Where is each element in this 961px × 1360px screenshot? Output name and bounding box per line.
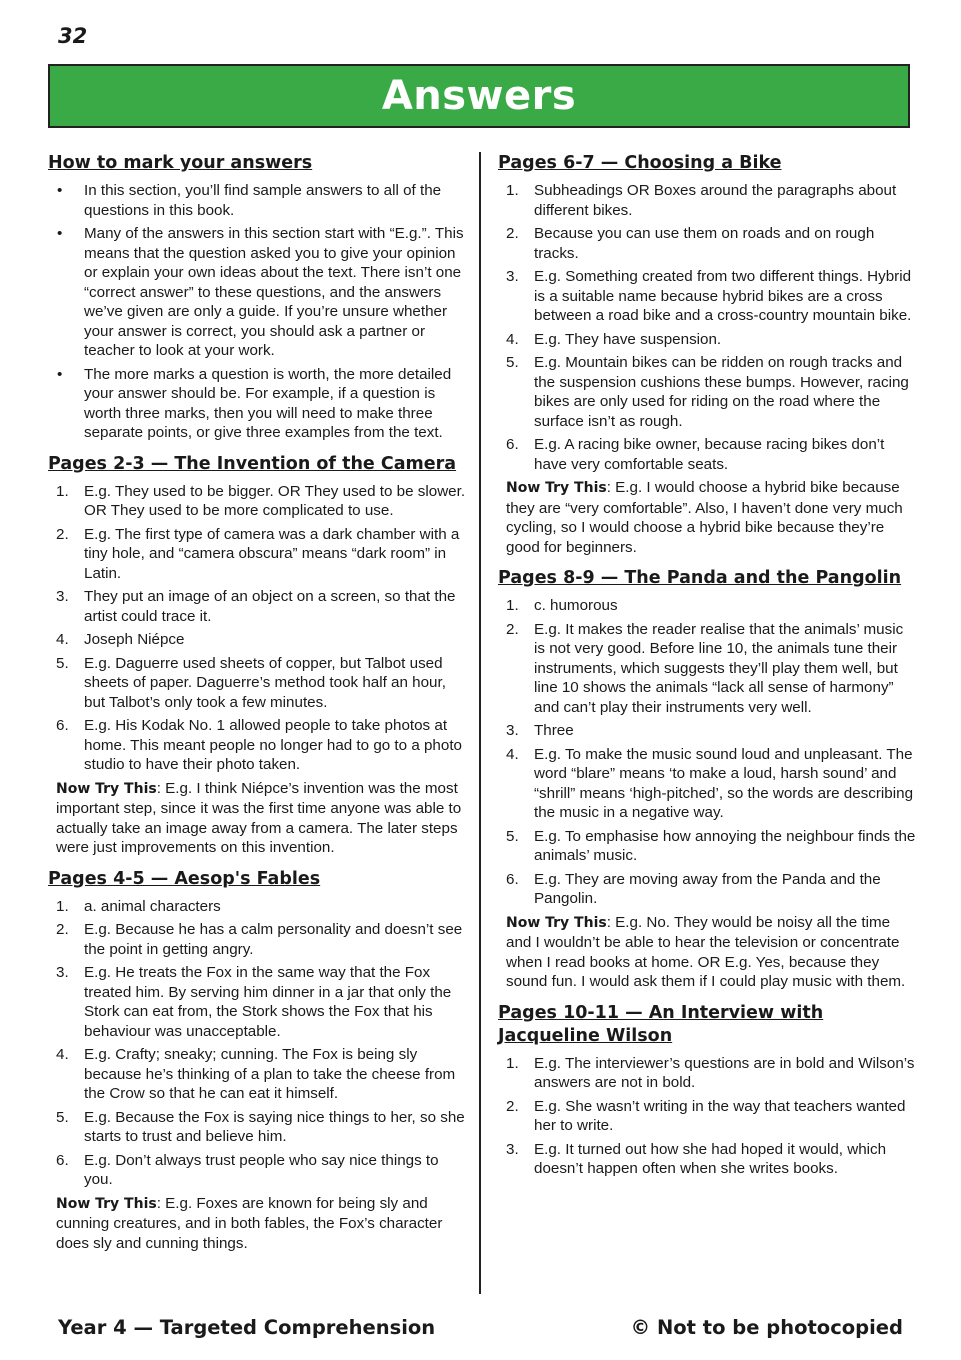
- answer-item: [498, 267, 916, 326]
- answer-text: E.g. It makes the reader realise that the animals’ music is not very good. Before line 10, the animals tune their instruments, which suggests they’ll play them well, but line 10 shows the animals “lack all sense of harmony” and can’t play their instruments very well.: [534, 620, 904, 716]
- answer-number: 1.: [56, 482, 69, 500]
- section-title: Pages 10-11 — An Interview with Jacqueline Wilson: [498, 1002, 824, 1046]
- now-try-this-text: : E.g. Foxes are known for being sly and cunning creatures, and in both fables, the Fox’s character does sly and cunning things.: [56, 1194, 443, 1252]
- answer-number: 5.: [56, 1108, 69, 1126]
- answer-text: a. animal characters: [84, 897, 221, 915]
- bullet-text: The more marks a question is worth, the more detailed your answer should be. For example, if a question is worth three marks, then you will need to make three separate points, or give three examples from the text.: [84, 365, 452, 441]
- answer-item: [48, 654, 466, 713]
- answer-number: 4.: [506, 330, 519, 348]
- column-divider: [479, 152, 481, 1294]
- answer-item: [48, 1045, 466, 1104]
- answer-text: E.g. To emphasise how annoying the neighbour finds the animals’ music.: [534, 827, 916, 864]
- answer-text: E.g. It turned out how she had hoped it would, which doesn’t happen often when she writes books.: [534, 1140, 887, 1177]
- section-title: Pages 2-3 — The Invention of the Camera: [48, 453, 457, 474]
- now-try-this-text: : E.g. No. They would be noisy all the time and I wouldn’t be able to hear the television or concentrate when I read books at home. OR E.g. Yes, because they sound fun. I would ask them if I could play music with them.: [506, 913, 906, 990]
- answer-number: 2.: [506, 1097, 519, 1115]
- now-try-this-label: Now Try This: [56, 780, 157, 797]
- answer-item: [48, 587, 466, 626]
- now-try-this-label: Now Try This: [506, 914, 607, 931]
- answer-list: [48, 897, 466, 1190]
- answer-number: 2.: [56, 921, 69, 938]
- left-column: [48, 152, 466, 1263]
- answer-number: 2.: [506, 620, 519, 638]
- answer-item: [498, 827, 916, 866]
- answer-number: 3.: [506, 268, 519, 285]
- answer-section: [48, 152, 466, 443]
- answer-item: [498, 745, 916, 823]
- answer-item: [48, 1151, 466, 1190]
- answer-item: [498, 870, 916, 909]
- answer-text: E.g. His Kodak No. 1 allowed people to take photos at home. This meant people no longer had to go to a photo studio to have their photo taken.: [84, 717, 462, 773]
- bullet-text: In this section, you’ll find sample answers to all of the questions in this book.: [84, 182, 442, 219]
- answer-item: [498, 721, 916, 741]
- answer-item: [48, 1108, 466, 1147]
- now-try-this-text: : E.g. I would choose a hybrid bike because they are “very comfortable”. Also, I haven’t done very much cycling, so I would choose a hybrid bike because they’re good for beginners.: [506, 479, 903, 556]
- section-title: Pages 8-9 — The Panda and the Pangolin: [498, 568, 902, 588]
- bullet-dot: •: [57, 225, 63, 242]
- answer-text: E.g. They used to be bigger. OR They used to be slower. OR They used to be more complicated to use.: [84, 482, 466, 519]
- answer-number: 3.: [506, 1140, 519, 1158]
- answer-number: 1.: [56, 897, 69, 915]
- answer-section: [498, 152, 916, 557]
- answer-item: [498, 353, 916, 431]
- now-try-this: [48, 779, 466, 858]
- answer-text: c. humorous: [534, 597, 618, 614]
- answer-list: [48, 482, 466, 775]
- answer-section: [498, 567, 916, 992]
- answer-item: [498, 1140, 916, 1179]
- answer-number: 4.: [56, 631, 69, 648]
- answer-text: E.g. Because he has a calm personality and doesn’t see the point in getting angry.: [84, 921, 463, 958]
- answers-banner: [48, 64, 910, 128]
- answer-text: E.g. He treats the Fox in the same way that the Fox treated him. By serving him dinner in a jar that only the Stork can eat from, the Stork shows the Fox that his behaviour was unacceptable.: [84, 964, 452, 1040]
- answer-text: Because you can use them on roads and on rough tracks.: [534, 225, 875, 262]
- answer-number: 5.: [506, 354, 519, 371]
- answer-list: [498, 181, 916, 474]
- banner-title: Answers: [381, 73, 577, 119]
- answer-section: [48, 453, 466, 858]
- answer-item: [498, 330, 916, 350]
- answer-number: 3.: [506, 722, 519, 739]
- answer-number: 3.: [56, 964, 69, 981]
- answer-item: [48, 920, 466, 959]
- bullet-dot: •: [57, 182, 63, 199]
- page-number: 32: [58, 24, 88, 48]
- answer-text: E.g. Because the Fox is saying nice things to her, so she starts to trust and believe him.: [84, 1108, 465, 1145]
- answer-text: E.g. The interviewer’s questions are in bold and Wilson’s answers are not in bold.: [534, 1054, 915, 1091]
- answer-text: They put an image of an object on a screen, so that the artist could trace it.: [84, 588, 456, 625]
- bullet-dot: •: [57, 365, 63, 383]
- answer-text: E.g. Something created from two different things. Hybrid is a suitable name because hybrid bikes are a cross between a road bike and a cross-country mountain bike.: [534, 268, 912, 324]
- answer-number: 6.: [56, 717, 69, 734]
- answer-text: E.g. A racing bike owner, because racing bikes don’t have very comfortable seats.: [534, 436, 885, 473]
- section-title: Pages 4-5 — Aesop's Fables: [48, 868, 321, 889]
- answer-number: 1.: [506, 597, 519, 614]
- answer-text: E.g. They are moving away from the Panda and the Pangolin.: [534, 870, 881, 907]
- answer-item: [498, 1097, 916, 1136]
- answer-number: 3.: [56, 588, 69, 605]
- now-try-this: [48, 1194, 466, 1254]
- bullet-text: Many of the answers in this section start with “E.g.”. This means that the question asked you to give your opinion or explain your own ideas about the text. There isn’t one “correct answer” to these questions, and the answers we’ve given are only a guide. If you’re unsure whether your answer is correct, you should ask a partner or teacher to look at your work.: [84, 225, 464, 359]
- answer-item: [48, 716, 466, 775]
- answer-item: [498, 620, 916, 718]
- answer-item: [498, 1054, 916, 1093]
- answer-number: 2.: [56, 525, 69, 543]
- bullet-item: [48, 224, 466, 361]
- answer-text: E.g. Daguerre used sheets of copper, but Talbot used sheets of paper. Daguerre’s method took half an hour, but Talbot’s only took a few minutes.: [84, 654, 446, 711]
- answer-text: E.g. She wasn’t writing in the way that teachers wanted her to write.: [534, 1097, 906, 1134]
- answer-number: 6.: [506, 436, 519, 453]
- bullet-item: [48, 365, 466, 443]
- answer-number: 1.: [506, 1054, 519, 1072]
- answer-section: [48, 868, 466, 1254]
- bullet-list: [48, 181, 466, 443]
- answer-item: [498, 435, 916, 474]
- answer-item: [48, 525, 466, 584]
- answer-number: 5.: [56, 654, 69, 672]
- right-column: [498, 152, 916, 1189]
- answer-text: Joseph Niépce: [84, 631, 185, 648]
- footer-title: Year 4 — Targeted Comprehension: [58, 1316, 436, 1339]
- now-try-this-label: Now Try This: [506, 480, 607, 496]
- answer-number: 6.: [506, 870, 519, 888]
- answer-number: 5.: [506, 827, 519, 845]
- answer-item: [498, 224, 916, 263]
- bullet-item: [48, 181, 466, 220]
- answer-text: E.g. The first type of camera was a dark chamber with a tiny hole, and “camera obscura” means “dark room” in Latin.: [84, 525, 460, 582]
- now-try-this: [498, 478, 916, 557]
- answer-item: [48, 897, 466, 917]
- section-title: How to mark your answers: [48, 153, 313, 173]
- answer-text: E.g. To make the music sound loud and unpleasant. The word “blare” means ‘to make a loud, harsh sound’ and “shrill” means ‘high-pitched’, so the words are describing the music in a negative way.: [534, 745, 914, 821]
- now-try-this-label: Now Try This: [56, 1195, 157, 1212]
- answer-list: [498, 596, 916, 909]
- answer-item: [498, 596, 916, 616]
- answer-number: 4.: [56, 1046, 69, 1063]
- now-try-this: [498, 913, 916, 992]
- answer-text: E.g. Don’t always trust people who say nice things to you.: [84, 1151, 439, 1188]
- answer-text: E.g. Crafty; sneaky; cunning. The Fox is being sly because he’s thinking of a plan to take the cheese from the Crow so that he can eat it himself.: [84, 1046, 456, 1102]
- answer-item: [48, 963, 466, 1041]
- answer-item: [498, 181, 916, 220]
- now-try-this-text: : E.g. I think Niépce’s invention was the most important step, since it was the first time anyone was able to actually take an image away from a camera. The later steps were just improvements on this invention.: [56, 779, 462, 856]
- answer-section: [498, 1002, 916, 1179]
- answer-item: [48, 630, 466, 650]
- answer-list: [498, 1054, 916, 1179]
- answer-text: Three: [534, 722, 574, 739]
- footer-copyright: © Not to be photocopied: [630, 1316, 903, 1339]
- answer-number: 4.: [506, 745, 519, 763]
- answer-number: 2.: [506, 225, 519, 242]
- section-title: Pages 6-7 — Choosing a Bike: [498, 153, 782, 173]
- answer-number: 1.: [506, 182, 519, 199]
- answer-text: E.g. Mountain bikes can be ridden on rough tracks and the suspension cushions these bumps. However, racing bikes are only used for riding on the road where the surface isn’t as rough.: [534, 354, 909, 430]
- answer-text: Subheadings OR Boxes around the paragraphs about different bikes.: [534, 182, 897, 219]
- answer-item: [48, 482, 466, 521]
- answer-number: 6.: [56, 1151, 69, 1169]
- answer-text: E.g. They have suspension.: [534, 330, 722, 348]
